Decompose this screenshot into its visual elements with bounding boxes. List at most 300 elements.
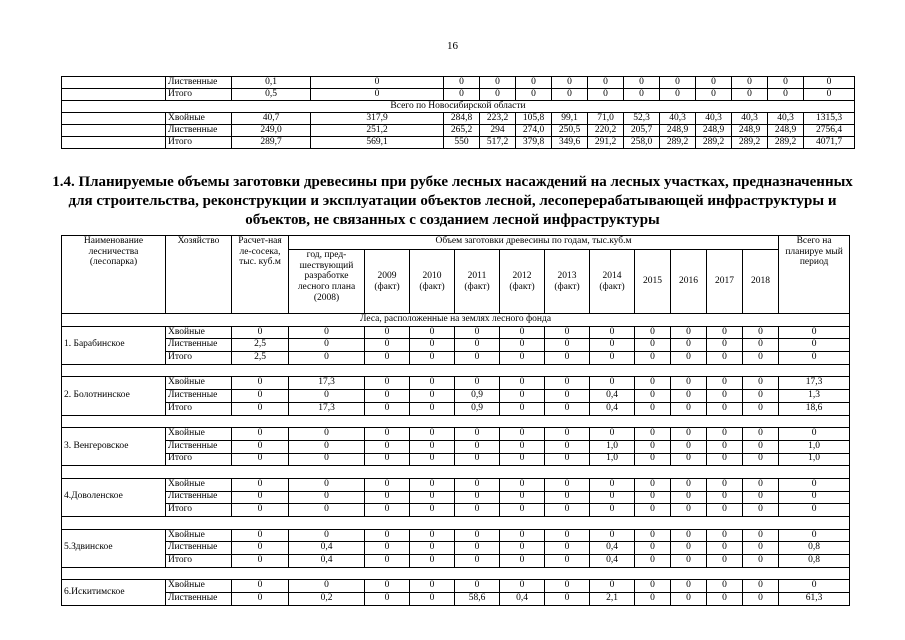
value-cell: 517,2 [480,137,516,149]
value-cell: 0 [743,428,779,441]
wood-type: Лиственные [166,593,232,606]
value-cell: 0 [635,339,671,352]
value-cell: 289,2 [696,137,732,149]
value-cell: 1,0 [590,440,635,453]
value-cell: 0 [365,440,410,453]
value-cell: 0 [635,453,671,466]
value-cell: 0 [671,478,707,491]
value-cell: 0 [455,491,500,504]
value-cell: 289,7 [232,137,311,149]
wood-type: Лиственные [166,440,232,453]
value-cell: 71,0 [588,113,624,125]
header-year: год, пред-шествующий разработке лесного плана (2008) [289,250,365,314]
value-cell: 0 [635,402,671,415]
value-cell: 349,6 [552,137,588,149]
value-cell: 0 [707,529,743,542]
continuation-table [61,76,855,149]
header-year: 2014 (факт) [590,250,635,314]
value-cell: 0 [545,352,590,365]
value-cell: 0 [232,390,289,403]
value-cell: 0 [455,529,500,542]
value-cell: 0 [671,377,707,390]
value-cell: 0 [779,529,850,542]
wood-type: Лиственные [166,390,232,403]
value-cell: 0 [232,491,289,504]
value-cell: 0 [410,326,455,339]
value-cell: 0 [624,89,660,101]
value-cell: 0 [410,377,455,390]
table-row [62,402,850,415]
value-cell: 0,4 [590,390,635,403]
value-cell: 0 [365,339,410,352]
value-cell: 0 [707,440,743,453]
value-cell: 40,3 [768,113,804,125]
value-cell: 0 [671,390,707,403]
value-cell: 0 [289,440,365,453]
value-cell: 0 [232,326,289,339]
value-cell: 0,2 [289,593,365,606]
value-cell: 0 [743,478,779,491]
value-cell: 0 [410,453,455,466]
value-cell: 0 [232,542,289,555]
table-row [62,453,850,466]
value-cell: 0 [410,402,455,415]
value-cell: 52,3 [624,113,660,125]
value-cell: 289,2 [660,137,696,149]
section-title: 1.4. Планируемые объемы заготовки древесины при рубке лесных насаждений на лесных участках, предназначенных для строительства, реконструкции и эксплуатации объектов лесной, лесоперерабатывающей инфраструктуры и объектов, не связанных с созданием лесной инфраструктуры [52,174,853,228]
forestry-name: 6.Искитимское [62,580,166,605]
spacer-row [62,517,850,530]
value-cell: 0 [743,453,779,466]
header-year: 2012 (факт) [500,250,545,314]
value-cell: 0 [743,580,779,593]
value-cell: 0 [545,555,590,568]
header-forestry-name: Наименование лесничества (лесопарка) [62,236,166,314]
wood-type: Хвойные [166,326,232,339]
value-cell: 248,9 [660,125,696,137]
region-total-header: Всего по Новосибирской области [62,101,855,113]
value-cell: 0 [707,352,743,365]
header-year: 2009 (факт) [365,250,410,314]
value-cell: 0 [590,580,635,593]
value-cell: 0 [635,440,671,453]
table-row [62,326,850,339]
value-cell: 0 [671,440,707,453]
value-cell: 0 [455,542,500,555]
table-row [62,491,850,504]
value-cell: 0 [590,428,635,441]
value-cell: 2,5 [232,352,289,365]
forestry-name: 4.Доволенское [62,478,166,516]
value-cell: 205,7 [624,125,660,137]
value-cell: 40,3 [732,113,768,125]
value-cell: 0 [732,89,768,101]
value-cell: 0 [743,390,779,403]
value-cell: 0 [500,491,545,504]
value-cell: 0 [545,402,590,415]
value-cell: 0 [707,542,743,555]
value-cell: 0 [500,377,545,390]
value-cell: 0 [232,593,289,606]
value-cell: 0 [552,77,588,89]
value-cell: 18,6 [779,402,850,415]
value-cell: 291,2 [588,137,624,149]
value-cell: 0 [660,89,696,101]
value-cell: 0,9 [455,390,500,403]
value-cell: 0 [500,504,545,517]
value-cell: 0 [311,77,444,89]
table-row [62,478,850,491]
value-cell: 17,3 [289,402,365,415]
value-cell: 0,4 [500,593,545,606]
value-cell: 0 [743,542,779,555]
value-cell: 258,0 [624,137,660,149]
value-cell: 0 [410,529,455,542]
value-cell: 0 [516,89,552,101]
value-cell: 0 [588,77,624,89]
value-cell: 0 [696,89,732,101]
value-cell: 0 [590,326,635,339]
value-cell: 0 [444,77,480,89]
value-cell: 61,3 [779,593,850,606]
value-cell: 250,5 [552,125,588,137]
value-cell: 0 [289,390,365,403]
value-cell: 0 [671,529,707,542]
value-cell: 0 [410,352,455,365]
value-cell: 274,0 [516,125,552,137]
value-cell: 0 [635,326,671,339]
value-cell: 0 [500,580,545,593]
value-cell: 0 [365,491,410,504]
wood-type: Итого [166,137,232,149]
value-cell: 0 [365,402,410,415]
value-cell: 0 [590,352,635,365]
value-cell: 0 [779,580,850,593]
value-cell: 0 [365,504,410,517]
spacer-row [62,415,850,428]
table-row [62,113,855,125]
value-cell: 0 [590,504,635,517]
value-cell: 0 [410,390,455,403]
header-year: 2016 [671,250,707,314]
spacer-cell [62,567,850,580]
header-year: 2011 (факт) [455,250,500,314]
value-cell: 0 [635,428,671,441]
value-cell: 0 [365,555,410,568]
value-cell: 0 [804,89,855,101]
value-cell: 0 [635,352,671,365]
wood-type: Итого [166,504,232,517]
forestry-name: 5.Здвинское [62,529,166,567]
value-cell: 0 [545,428,590,441]
value-cell: 569,1 [311,137,444,149]
value-cell: 0 [365,593,410,606]
value-cell: 0 [410,428,455,441]
header-volume-by-years: Объем заготовки древесины по годам, тыс.куб.м [289,236,779,250]
value-cell: 0 [500,542,545,555]
table-row [62,125,855,137]
value-cell: 0 [545,593,590,606]
value-cell: 0 [707,390,743,403]
value-cell: 0 [590,339,635,352]
value-cell: 0 [545,390,590,403]
value-cell: 99,1 [552,113,588,125]
value-cell: 0 [707,478,743,491]
value-cell: 0 [671,428,707,441]
value-cell: 0 [365,478,410,491]
value-cell: 0 [500,390,545,403]
value-cell: 0,4 [590,555,635,568]
value-cell: 0 [545,326,590,339]
value-cell: 1,0 [779,440,850,453]
value-cell: 0 [635,542,671,555]
value-cell: 223,2 [480,113,516,125]
table-row [62,542,850,555]
value-cell: 0 [545,504,590,517]
value-cell: 0 [289,428,365,441]
value-cell: 0 [545,478,590,491]
value-cell: 0 [232,580,289,593]
value-cell: 0 [635,390,671,403]
value-cell: 0 [552,89,588,101]
spacer-row [62,567,850,580]
value-cell: 0 [232,529,289,542]
empty-cell [62,125,166,137]
value-cell: 0 [707,326,743,339]
table-row [62,593,850,606]
value-cell: 0 [671,453,707,466]
value-cell: 17,3 [779,377,850,390]
value-cell: 0 [732,77,768,89]
table-row [62,77,855,89]
value-cell: 4071,7 [804,137,855,149]
value-cell: 0 [455,440,500,453]
value-cell: 0 [289,529,365,542]
header-farm: Хозяйство [166,236,232,314]
value-cell: 0 [545,377,590,390]
value-cell: 0 [444,89,480,101]
value-cell: 0,8 [779,555,850,568]
value-cell: 0 [365,428,410,441]
wood-type: Лиственные [166,542,232,555]
table-row [62,339,850,352]
value-cell: 251,2 [311,125,444,137]
value-cell: 0 [707,504,743,517]
spacer-cell [62,364,850,377]
value-cell: 0 [500,326,545,339]
value-cell: 0 [545,491,590,504]
value-cell: 0 [588,89,624,101]
value-cell: 0 [743,352,779,365]
value-cell: 0 [500,440,545,453]
harvest-volume-table [61,235,850,606]
wood-type: Итого [166,89,232,101]
value-cell: 248,9 [768,125,804,137]
value-cell: 0 [635,593,671,606]
value-cell: 0 [410,580,455,593]
header-year: 2013 (факт) [545,250,590,314]
value-cell: 0 [500,453,545,466]
table-row [62,504,850,517]
table-row [62,529,850,542]
page-number: 16 [447,40,458,52]
table-row [62,377,850,390]
wood-type: Хвойные [166,377,232,390]
wood-type: Лиственные [166,77,232,89]
land-category-row [62,314,850,327]
value-cell: 0 [743,339,779,352]
wood-type: Лиственные [166,339,232,352]
value-cell: 265,2 [444,125,480,137]
value-cell: 0 [545,339,590,352]
header-year: 2018 [743,250,779,314]
value-cell: 2756,4 [804,125,855,137]
value-cell: 0 [365,453,410,466]
value-cell: 0 [707,339,743,352]
header-calc-cutting: Расчет-ная ле-сосека, тыс. куб.м [232,236,289,314]
wood-type: Хвойные [166,113,232,125]
value-cell: 294 [480,125,516,137]
spacer-row [62,364,850,377]
table-row [62,352,850,365]
value-cell: 0 [779,352,850,365]
value-cell: 0 [289,491,365,504]
value-cell: 0 [410,593,455,606]
value-cell: 550 [444,137,480,149]
value-cell: 40,3 [696,113,732,125]
value-cell: 0 [410,491,455,504]
value-cell: 0 [590,529,635,542]
spacer-row [62,466,850,479]
value-cell: 0 [455,555,500,568]
forestry-name: 2. Болотнинское [62,377,166,415]
value-cell: 0 [660,77,696,89]
value-cell: 0,1 [232,77,311,89]
value-cell: 0 [545,542,590,555]
value-cell: 0 [779,504,850,517]
value-cell: 0 [671,555,707,568]
wood-type: Итого [166,555,232,568]
value-cell: 0 [455,428,500,441]
empty-cell [62,113,166,125]
value-cell: 0 [232,440,289,453]
value-cell: 0 [590,491,635,504]
value-cell: 0,5 [232,89,311,101]
value-cell: 0 [365,390,410,403]
value-cell: 0 [779,339,850,352]
value-cell: 0 [671,326,707,339]
value-cell: 0 [455,352,500,365]
value-cell: 0 [779,428,850,441]
value-cell: 220,2 [588,125,624,137]
value-cell: 0 [500,478,545,491]
value-cell: 0 [232,453,289,466]
empty-cell [62,137,166,149]
table-row [62,137,855,149]
value-cell: 0 [289,453,365,466]
value-cell: 248,9 [696,125,732,137]
value-cell: 0 [455,580,500,593]
table-row [62,580,850,593]
value-cell: 0 [480,77,516,89]
value-cell: 0 [635,504,671,517]
value-cell: 0 [480,89,516,101]
value-cell: 0 [545,440,590,453]
wood-type: Лиственные [166,491,232,504]
region-total-header-row [62,101,855,113]
value-cell: 0 [707,491,743,504]
value-cell: 0 [232,504,289,517]
table-row [62,440,850,453]
value-cell: 0 [289,580,365,593]
value-cell: 0,4 [289,555,365,568]
value-cell: 1,0 [590,453,635,466]
value-cell: 0 [671,339,707,352]
value-cell: 0,9 [455,402,500,415]
value-cell: 0 [635,580,671,593]
value-cell: 0 [743,440,779,453]
empty-cell [62,77,166,89]
value-cell: 0 [455,504,500,517]
value-cell: 1,0 [779,453,850,466]
forestry-name: 3. Венгеровское [62,428,166,466]
value-cell: 0 [590,377,635,390]
value-cell: 0 [365,529,410,542]
value-cell: 0 [455,339,500,352]
value-cell: 0 [232,402,289,415]
value-cell: 0 [545,453,590,466]
value-cell: 0 [768,89,804,101]
value-cell: 0 [516,77,552,89]
value-cell: 0 [410,504,455,517]
value-cell: 0 [635,529,671,542]
value-cell: 0 [289,339,365,352]
wood-type: Лиственные [166,125,232,137]
value-cell: 289,2 [732,137,768,149]
wood-type: Хвойные [166,478,232,491]
value-cell: 0 [743,326,779,339]
value-cell: 0 [743,593,779,606]
value-cell: 0 [545,580,590,593]
value-cell: 0 [768,77,804,89]
spacer-cell [62,466,850,479]
value-cell: 105,8 [516,113,552,125]
value-cell: 0 [635,478,671,491]
value-cell: 0 [779,326,850,339]
wood-type: Итого [166,402,232,415]
value-cell: 0 [410,542,455,555]
value-cell: 0 [743,402,779,415]
value-cell: 0 [500,529,545,542]
value-cell: 1,3 [779,390,850,403]
value-cell: 17,3 [289,377,365,390]
value-cell: 0 [635,491,671,504]
value-cell: 0 [232,428,289,441]
value-cell: 2,1 [590,593,635,606]
value-cell: 0 [289,478,365,491]
value-cell: 0 [365,326,410,339]
wood-type: Хвойные [166,580,232,593]
value-cell: 0 [743,377,779,390]
value-cell: 248,9 [732,125,768,137]
value-cell: 0 [289,352,365,365]
value-cell: 0,4 [590,542,635,555]
value-cell: 0 [635,377,671,390]
value-cell: 249,0 [232,125,311,137]
value-cell: 0 [707,555,743,568]
value-cell: 0,4 [590,402,635,415]
value-cell: 0 [365,580,410,593]
